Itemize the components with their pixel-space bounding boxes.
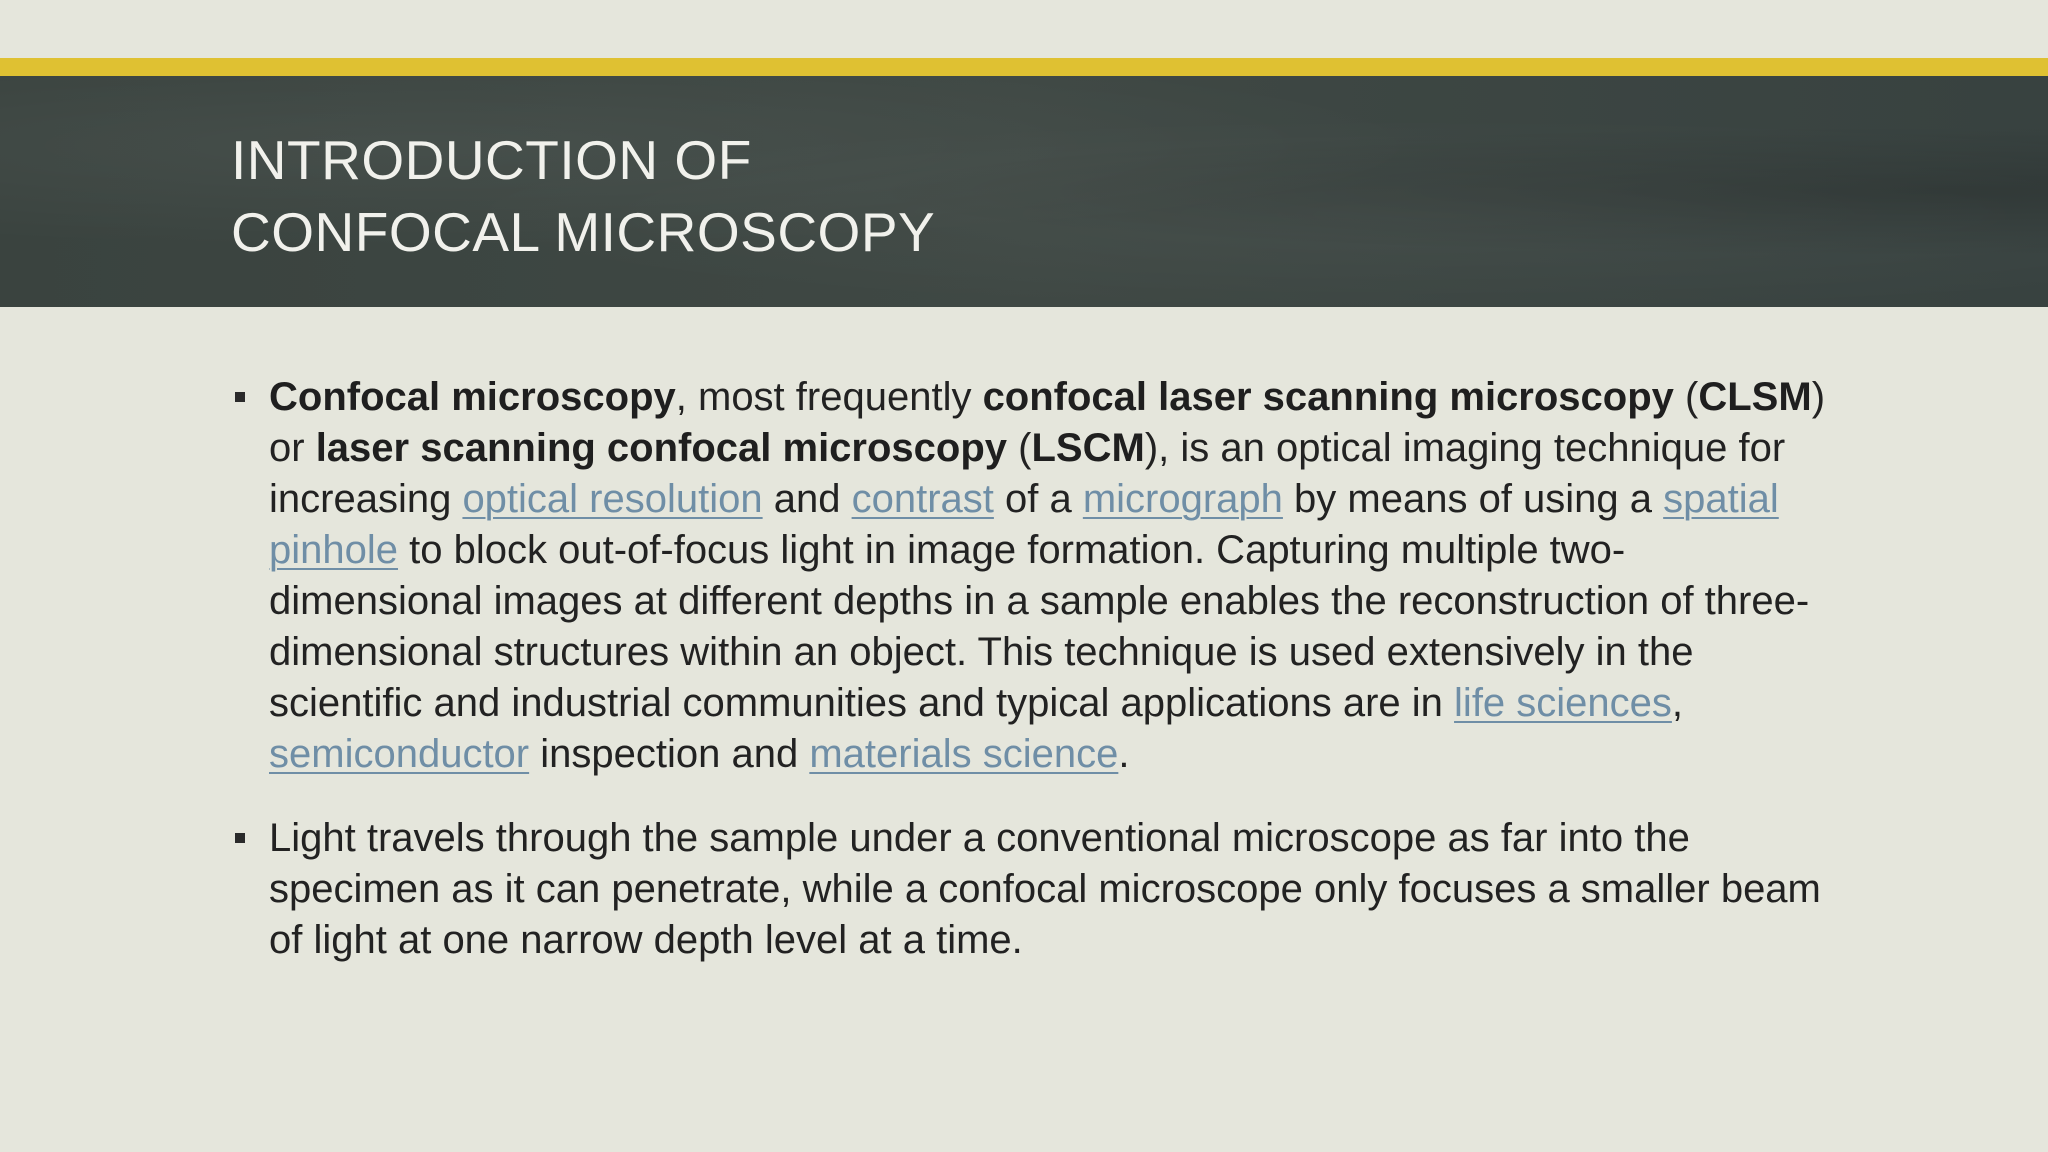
text-segment: ) or bbox=[269, 375, 1826, 470]
square-bullet-icon bbox=[235, 392, 245, 402]
text-segment: . bbox=[1118, 732, 1130, 776]
link-optical-resolution[interactable]: optical resolution bbox=[462, 477, 763, 521]
link-spatial-pinhole[interactable]: spatial pinhole bbox=[269, 477, 1779, 572]
term-clsm-full: confocal laser scanning microscopy bbox=[982, 375, 1674, 419]
text-segment: ( bbox=[1007, 426, 1032, 470]
term-lscm-full: laser scanning confocal microscopy bbox=[315, 426, 1008, 470]
title-header bbox=[0, 76, 2048, 307]
slide-title bbox=[231, 124, 935, 268]
text-segment: ( bbox=[1673, 375, 1699, 419]
link-contrast[interactable]: contrast bbox=[851, 477, 994, 521]
link-life-sciences[interactable]: life sciences bbox=[1454, 681, 1672, 725]
bullet-item-2 bbox=[231, 813, 1831, 966]
bullet-item-1 bbox=[231, 372, 1831, 780]
square-bullet-icon bbox=[235, 833, 245, 843]
slide-title-line-1: INTRODUCTION OF bbox=[231, 129, 752, 191]
bullet-list bbox=[231, 372, 1831, 999]
text-segment: , bbox=[1671, 681, 1684, 725]
term-lscm: LSCM bbox=[1031, 426, 1145, 470]
text-segment: by means of using a bbox=[1282, 477, 1664, 521]
link-micrograph[interactable]: micrograph bbox=[1082, 477, 1283, 521]
text-segment: to block out-of-focus light in image formation. Capturing multiple two-dimensional images at different depths in a sample enables the reconstruction of three-dimensional structures within an object. This technique is used extensively in the scientific and industrial communities and typical applications are in bbox=[269, 528, 1810, 725]
term-clsm: CLSM bbox=[1698, 375, 1812, 419]
term-confocal-microscopy: Confocal microscopy bbox=[269, 375, 676, 419]
bullet-text: Light travels through the sample under a conventional microscope as far into the specimen as it can penetrate, while a confocal microscope only focuses a smaller beam of light at one narrow depth level at a time. bbox=[269, 816, 1821, 962]
link-materials-science[interactable]: materials science bbox=[809, 732, 1119, 776]
slide-title-line-2: CONFOCAL MICROSCOPY bbox=[231, 201, 936, 263]
text-segment: of a bbox=[993, 477, 1083, 521]
text-segment: inspection and bbox=[529, 732, 810, 776]
link-semiconductor[interactable]: semiconductor bbox=[269, 732, 530, 776]
accent-bar bbox=[0, 58, 2048, 76]
text-segment: , most frequently bbox=[675, 375, 983, 419]
text-segment: and bbox=[762, 477, 852, 521]
text-segment: ), is an optical imaging technique for increasing bbox=[269, 426, 1786, 521]
